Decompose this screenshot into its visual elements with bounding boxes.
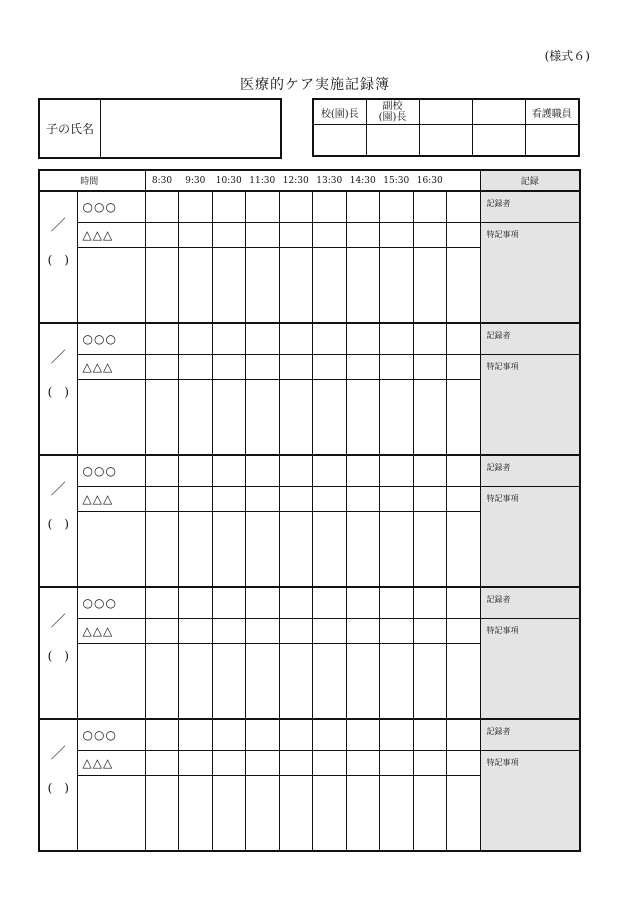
time-entry-cell[interactable] [380, 191, 414, 223]
care-item-label: ○○○ [77, 191, 145, 223]
time-entry-cell[interactable] [145, 644, 179, 720]
time-slot-label: 13:30 [313, 170, 347, 191]
time-entry-cell[interactable] [313, 248, 347, 324]
time-entry-cell[interactable] [413, 512, 447, 588]
time-entry-cell[interactable] [380, 587, 414, 619]
nurse-stamp-box[interactable] [525, 125, 579, 157]
time-entry-cell[interactable] [145, 619, 179, 644]
special-notes-label: 特記事項 [480, 751, 580, 852]
time-entry-cell[interactable] [313, 380, 347, 456]
time-entry-cell[interactable] [179, 719, 213, 751]
time-entry-cell[interactable] [145, 776, 179, 852]
time-entry-cell[interactable] [279, 719, 313, 751]
time-entry-cell[interactable] [380, 323, 414, 355]
time-entry-cell[interactable] [447, 191, 481, 223]
vice-principal-label-line1: 副校 [382, 101, 403, 112]
time-entry-cell[interactable] [179, 751, 213, 776]
vice-principal-label-line2: (園)長 [378, 112, 407, 123]
time-entry-cell[interactable] [279, 380, 313, 456]
time-entry-cell[interactable] [380, 776, 414, 852]
time-slot-label: 8:30 [145, 170, 179, 191]
time-entry-cell[interactable] [179, 323, 213, 355]
time-entry-cell[interactable] [212, 487, 246, 512]
care-item-label: △△△ [77, 355, 145, 380]
time-entry-cell[interactable] [346, 751, 380, 776]
time-entry-cell[interactable] [179, 191, 213, 223]
form-number: (様式６) [544, 49, 590, 63]
time-entry-cell[interactable] [246, 191, 280, 223]
time-entry-cell[interactable] [447, 751, 481, 776]
vice-principal-stamp-box[interactable] [366, 125, 419, 157]
care-item-blank[interactable] [77, 380, 145, 456]
date-slash: ／ [50, 348, 66, 366]
time-entry-cell[interactable] [313, 619, 347, 644]
time-entry-cell[interactable] [447, 644, 481, 720]
time-entry-cell[interactable] [145, 248, 179, 324]
weekday-parentheses: ( ) [47, 649, 69, 663]
special-notes-label: 特記事項 [480, 223, 580, 324]
date-cell[interactable] [39, 719, 77, 851]
time-entry-cell[interactable] [279, 512, 313, 588]
time-entry-cell[interactable] [346, 191, 380, 223]
time-entry-cell[interactable] [145, 487, 179, 512]
time-entry-cell[interactable] [179, 487, 213, 512]
time-entry-cell[interactable] [380, 619, 414, 644]
special-notes-label: 特記事項 [480, 355, 580, 456]
time-entry-cell[interactable] [346, 355, 380, 380]
time-entry-cell[interactable] [380, 751, 414, 776]
care-item-label: △△△ [77, 487, 145, 512]
time-slot-label [447, 170, 481, 191]
date-cell[interactable] [39, 323, 77, 455]
time-entry-cell[interactable] [447, 776, 481, 852]
time-entry-cell[interactable] [346, 455, 380, 487]
time-entry-cell[interactable] [279, 619, 313, 644]
approval-blank-label [472, 99, 525, 125]
weekday-parentheses: ( ) [47, 253, 69, 267]
time-entry-cell[interactable] [313, 455, 347, 487]
date-cell[interactable] [39, 587, 77, 719]
time-entry-cell[interactable] [145, 751, 179, 776]
care-item-blank[interactable] [77, 248, 145, 324]
care-item-label: ○○○ [77, 323, 145, 355]
time-entry-cell[interactable] [279, 323, 313, 355]
nurse-label: 看護職員 [525, 99, 579, 125]
recorder-label: 記録者 [480, 455, 580, 487]
care-item-label: △△△ [77, 619, 145, 644]
date-slash: ／ [50, 216, 66, 234]
time-entry-cell[interactable] [212, 248, 246, 324]
care-item-label: △△△ [77, 223, 145, 248]
time-entry-cell[interactable] [179, 619, 213, 644]
time-entry-cell[interactable] [145, 719, 179, 751]
time-entry-cell[interactable] [279, 355, 313, 380]
care-item-blank[interactable] [77, 776, 145, 852]
time-entry-cell[interactable] [212, 776, 246, 852]
time-entry-cell[interactable] [313, 776, 347, 852]
time-entry-cell[interactable] [413, 776, 447, 852]
time-entry-cell[interactable] [447, 719, 481, 751]
time-entry-cell[interactable] [346, 323, 380, 355]
time-entry-cell[interactable] [346, 719, 380, 751]
time-entry-cell[interactable] [413, 223, 447, 248]
time-entry-cell[interactable] [380, 487, 414, 512]
time-entry-cell[interactable] [346, 644, 380, 720]
time-entry-cell[interactable] [346, 512, 380, 588]
time-entry-cell[interactable] [279, 776, 313, 852]
time-entry-cell[interactable] [212, 644, 246, 720]
approval-blank-label [419, 99, 472, 125]
care-item-blank[interactable] [77, 512, 145, 588]
time-entry-cell[interactable] [246, 719, 280, 751]
time-entry-cell[interactable] [380, 380, 414, 456]
time-entry-cell[interactable] [145, 512, 179, 588]
time-entry-cell[interactable] [179, 776, 213, 852]
record-header-label: 記録 [480, 170, 580, 191]
time-entry-cell[interactable] [313, 512, 347, 588]
child-name-field[interactable] [101, 100, 280, 157]
time-entry-cell[interactable] [279, 455, 313, 487]
time-entry-cell[interactable] [145, 455, 179, 487]
approval-stamp-box[interactable] [472, 125, 525, 157]
care-record-table [38, 169, 581, 852]
date-slash: ／ [50, 744, 66, 762]
time-entry-cell[interactable] [313, 323, 347, 355]
special-notes-label: 特記事項 [480, 619, 580, 720]
weekday-parentheses: ( ) [47, 781, 69, 795]
time-entry-cell[interactable] [346, 487, 380, 512]
time-entry-cell[interactable] [212, 587, 246, 619]
time-entry-cell[interactable] [413, 619, 447, 644]
time-entry-cell[interactable] [179, 512, 213, 588]
date-cell[interactable] [39, 191, 77, 323]
date-cell[interactable] [39, 455, 77, 587]
time-entry-cell[interactable] [447, 248, 481, 324]
principal-label: 校(園)長 [313, 99, 366, 125]
time-slot-label: 11:30 [246, 170, 280, 191]
time-entry-cell[interactable] [246, 355, 280, 380]
child-name-label: 子の氏名 [40, 100, 101, 157]
time-entry-cell[interactable] [212, 223, 246, 248]
time-entry-cell[interactable] [179, 248, 213, 324]
time-entry-cell[interactable] [447, 323, 481, 355]
recorder-label: 記録者 [480, 719, 580, 751]
time-entry-cell[interactable] [413, 191, 447, 223]
care-item-label: ○○○ [77, 455, 145, 487]
special-notes-label: 特記事項 [480, 487, 580, 588]
recorder-label: 記録者 [480, 587, 580, 619]
time-entry-cell[interactable] [413, 587, 447, 619]
time-entry-cell[interactable] [413, 323, 447, 355]
approval-stamp-box[interactable] [419, 125, 472, 157]
time-entry-cell[interactable] [447, 619, 481, 644]
time-entry-cell[interactable] [246, 776, 280, 852]
time-entry-cell[interactable] [346, 223, 380, 248]
time-entry-cell[interactable] [346, 587, 380, 619]
time-entry-cell[interactable] [279, 487, 313, 512]
time-entry-cell[interactable] [313, 587, 347, 619]
time-entry-cell[interactable] [212, 719, 246, 751]
time-entry-cell[interactable] [346, 248, 380, 324]
time-entry-cell[interactable] [279, 644, 313, 720]
vice-principal-label [366, 99, 419, 125]
time-entry-cell[interactable] [145, 380, 179, 456]
time-entry-cell[interactable] [380, 455, 414, 487]
time-entry-cell[interactable] [145, 355, 179, 380]
time-entry-cell[interactable] [447, 487, 481, 512]
child-name-box [38, 98, 282, 159]
time-entry-cell[interactable] [313, 751, 347, 776]
time-entry-cell[interactable] [246, 751, 280, 776]
time-entry-cell[interactable] [212, 191, 246, 223]
time-entry-cell[interactable] [313, 355, 347, 380]
time-entry-cell[interactable] [246, 644, 280, 720]
time-entry-cell[interactable] [246, 487, 280, 512]
time-slot-label: 9:30 [179, 170, 213, 191]
time-slot-label: 10:30 [212, 170, 246, 191]
time-entry-cell[interactable] [413, 487, 447, 512]
time-entry-cell[interactable] [246, 587, 280, 619]
time-entry-cell[interactable] [279, 587, 313, 619]
time-entry-cell[interactable] [179, 355, 213, 380]
time-slot-label: 14:30 [346, 170, 380, 191]
time-slot-label: 16:30 [413, 170, 447, 191]
time-entry-cell[interactable] [313, 191, 347, 223]
approval-stamp-table [312, 98, 580, 157]
time-slot-label: 15:30 [380, 170, 414, 191]
time-entry-cell[interactable] [313, 223, 347, 248]
time-entry-cell[interactable] [380, 719, 414, 751]
time-entry-cell[interactable] [346, 619, 380, 644]
time-entry-cell[interactable] [413, 644, 447, 720]
principal-stamp-box[interactable] [313, 125, 366, 157]
time-entry-cell[interactable] [246, 248, 280, 324]
time-entry-cell[interactable] [380, 355, 414, 380]
care-item-label: ○○○ [77, 587, 145, 619]
time-entry-cell[interactable] [447, 587, 481, 619]
weekday-parentheses: ( ) [47, 385, 69, 399]
document-title: 医療的ケア実施記録簿 [240, 77, 390, 93]
time-entry-cell[interactable] [145, 223, 179, 248]
time-entry-cell[interactable] [212, 512, 246, 588]
time-entry-cell[interactable] [212, 323, 246, 355]
date-slash: ／ [50, 612, 66, 630]
time-entry-cell[interactable] [246, 323, 280, 355]
time-entry-cell[interactable] [212, 455, 246, 487]
time-entry-cell[interactable] [179, 587, 213, 619]
time-entry-cell[interactable] [346, 380, 380, 456]
date-slash: ／ [50, 480, 66, 498]
time-entry-cell[interactable] [447, 355, 481, 380]
time-slot-label: 12:30 [279, 170, 313, 191]
time-entry-cell[interactable] [447, 380, 481, 456]
time-entry-cell[interactable] [313, 644, 347, 720]
time-entry-cell[interactable] [179, 380, 213, 456]
time-entry-cell[interactable] [279, 223, 313, 248]
care-item-label: ○○○ [77, 719, 145, 751]
time-entry-cell[interactable] [145, 323, 179, 355]
recorder-label: 記録者 [480, 323, 580, 355]
time-entry-cell[interactable] [145, 587, 179, 619]
time-entry-cell[interactable] [246, 512, 280, 588]
time-header-label: 時間 [39, 170, 145, 191]
care-item-label: △△△ [77, 751, 145, 776]
time-entry-cell[interactable] [447, 512, 481, 588]
time-entry-cell[interactable] [447, 223, 481, 248]
time-entry-cell[interactable] [179, 223, 213, 248]
time-entry-cell[interactable] [179, 644, 213, 720]
care-item-blank[interactable] [77, 644, 145, 720]
time-entry-cell[interactable] [413, 751, 447, 776]
time-entry-cell[interactable] [246, 223, 280, 248]
time-entry-cell[interactable] [380, 512, 414, 588]
time-entry-cell[interactable] [313, 487, 347, 512]
time-entry-cell[interactable] [246, 380, 280, 456]
time-entry-cell[interactable] [246, 619, 280, 644]
time-entry-cell[interactable] [413, 248, 447, 324]
time-entry-cell[interactable] [380, 223, 414, 248]
time-entry-cell[interactable] [279, 191, 313, 223]
time-entry-cell[interactable] [346, 776, 380, 852]
time-entry-cell[interactable] [279, 751, 313, 776]
time-entry-cell[interactable] [380, 644, 414, 720]
time-entry-cell[interactable] [279, 248, 313, 324]
time-entry-cell[interactable] [380, 248, 414, 324]
time-entry-cell[interactable] [447, 455, 481, 487]
time-entry-cell[interactable] [313, 719, 347, 751]
time-entry-cell[interactable] [246, 455, 280, 487]
time-entry-cell[interactable] [413, 380, 447, 456]
recorder-label: 記録者 [480, 191, 580, 223]
weekday-parentheses: ( ) [47, 517, 69, 531]
time-entry-cell[interactable] [413, 719, 447, 751]
time-entry-cell[interactable] [145, 191, 179, 223]
time-entry-cell[interactable] [212, 355, 246, 380]
time-entry-cell[interactable] [413, 355, 447, 380]
time-entry-cell[interactable] [212, 751, 246, 776]
time-entry-cell[interactable] [413, 455, 447, 487]
time-entry-cell[interactable] [179, 455, 213, 487]
time-entry-cell[interactable] [212, 619, 246, 644]
time-entry-cell[interactable] [212, 380, 246, 456]
